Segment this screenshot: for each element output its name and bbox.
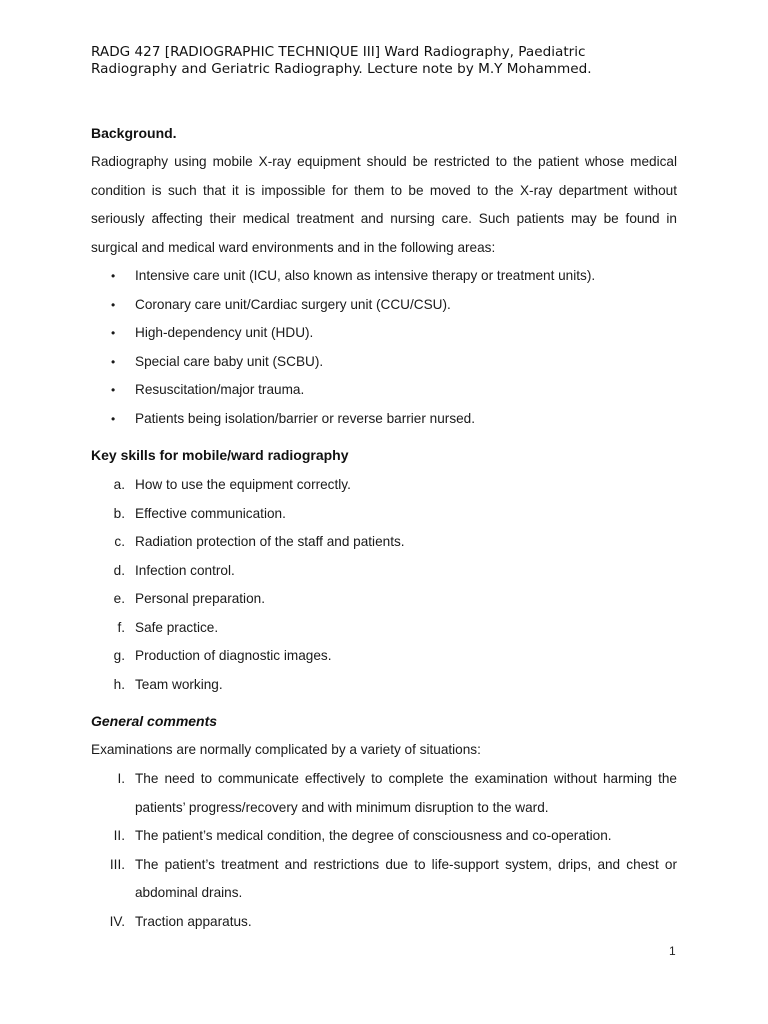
bullet-icon: • [111,326,116,340]
list-item: h. Team working. [113,676,223,692]
key-skills-list [91,471,677,699]
list-item: a. How to use the equipment correctly. [113,477,351,492]
list-item: • Patients being isolation/barrier or reverse barrier nursed. [91,405,677,434]
list-item: • Special care baby unit (SCBU). [91,348,677,377]
list-item: b. Effective communication. [113,505,286,521]
bullet-icon: • [111,297,116,312]
bullet-icon: • [111,354,116,369]
list-item: IV. Traction apparatus. [109,913,252,929]
key-skills-heading: Key skills for mobile/ward radiography [91,447,349,463]
list-item: • Resuscitation/major trauma. [91,376,677,405]
bullet-icon: • [111,383,116,397]
general-comments-intro: Examinations are normally complicated by a variety of situations: [91,742,481,757]
header-line-2: Radiography and Geriatric Radiography. Lecture note by M.Y Mohammed. [91,61,592,77]
general-comments-heading: General comments [91,713,218,729]
bullet-icon: • [111,411,116,426]
bullet-icon: • [111,269,116,283]
list-item: d. Infection control. [113,562,235,578]
list-item: • High-dependency unit (HDU). [91,319,677,348]
list-item: I. The need to communicate effectively to complete the examination without harming the patients’ progress/recovery and with minimum disruption to the ward. [117,771,677,815]
list-item: e. Personal preparation. [113,591,265,606]
page-number: 1 [669,944,676,958]
areas-list [91,262,677,433]
header-line-1: RADG 427 [RADIOGRAPHIC TECHNIQUE III] Ward Radiography, Paediatric [91,44,586,60]
background-paragraph: Radiography using mobile X-ray equipment should be restricted to the patient whose medical condition is such that it is impossible for them to be moved to the X-ray department without seriously affecting their medical treatment and nursing care. Such patients may be found in surgical and medical ward environments and in the following areas: [91,154,677,255]
background-heading: Background. [91,125,177,141]
list-item: g. Production of diagnostic images. [113,648,332,663]
list-item: III. The patient’s treatment and restrictions due to life-support system, drips, and chest or abdominal drains. [109,856,677,900]
page-header [91,44,691,78]
general-comments-list [91,765,677,936]
list-item: II. The patient’s medical condition, the degree of consciousness and co-operation. [113,828,612,843]
list-item: • Intensive care unit (ICU, also known as intensive therapy or treatment units). [91,262,677,291]
list-item: c. Radiation protection of the staff and patients. [114,534,405,549]
list-item: f. Safe practice. [117,619,219,635]
list-item: • Coronary care unit/Cardiac surgery unit (CCU/CSU). [91,291,677,320]
